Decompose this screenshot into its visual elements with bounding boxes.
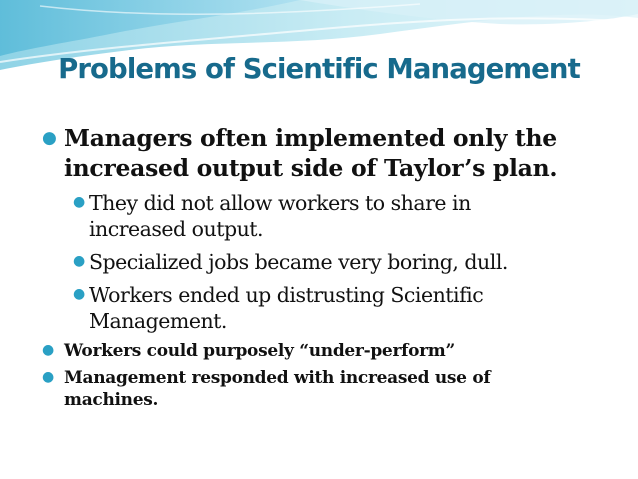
bullet-point-1 xyxy=(40,123,600,183)
sub-bullet-text: Management. xyxy=(89,309,227,333)
bullet-text: Managers often implemented only the xyxy=(64,124,557,152)
bullet-icon: ● xyxy=(73,286,85,302)
slide-title: Problems of Scientific Management xyxy=(58,53,580,85)
sub-bullet-text: Workers ended up distrusting Scientific xyxy=(89,283,484,307)
bullet-icon: ● xyxy=(73,194,85,210)
sub-bullet-3 xyxy=(40,282,600,334)
bullet-list xyxy=(40,123,600,411)
sub-bullet-text: increased output. xyxy=(89,217,264,241)
bullet-point-2 xyxy=(40,340,600,362)
sub-bullet-text: Specialized jobs became very boring, dull. xyxy=(89,250,508,274)
bullet-text: machines. xyxy=(64,390,159,410)
bullet-icon: ● xyxy=(42,342,54,358)
bullet-text: Workers could purposely “under-perform” xyxy=(64,341,455,361)
sub-bullet-text: They did not allow workers to share in xyxy=(89,191,471,215)
sub-bullet-2 xyxy=(40,249,600,275)
bullet-icon: ● xyxy=(42,128,57,148)
sub-bullet-1 xyxy=(40,190,600,242)
bullet-point-3 xyxy=(40,367,600,411)
bullet-text: increased output side of Taylor’s plan. xyxy=(64,154,558,182)
bullet-text: Management responded with increased use of xyxy=(64,368,491,388)
bullet-icon: ● xyxy=(73,253,85,269)
bullet-icon: ● xyxy=(42,369,54,385)
